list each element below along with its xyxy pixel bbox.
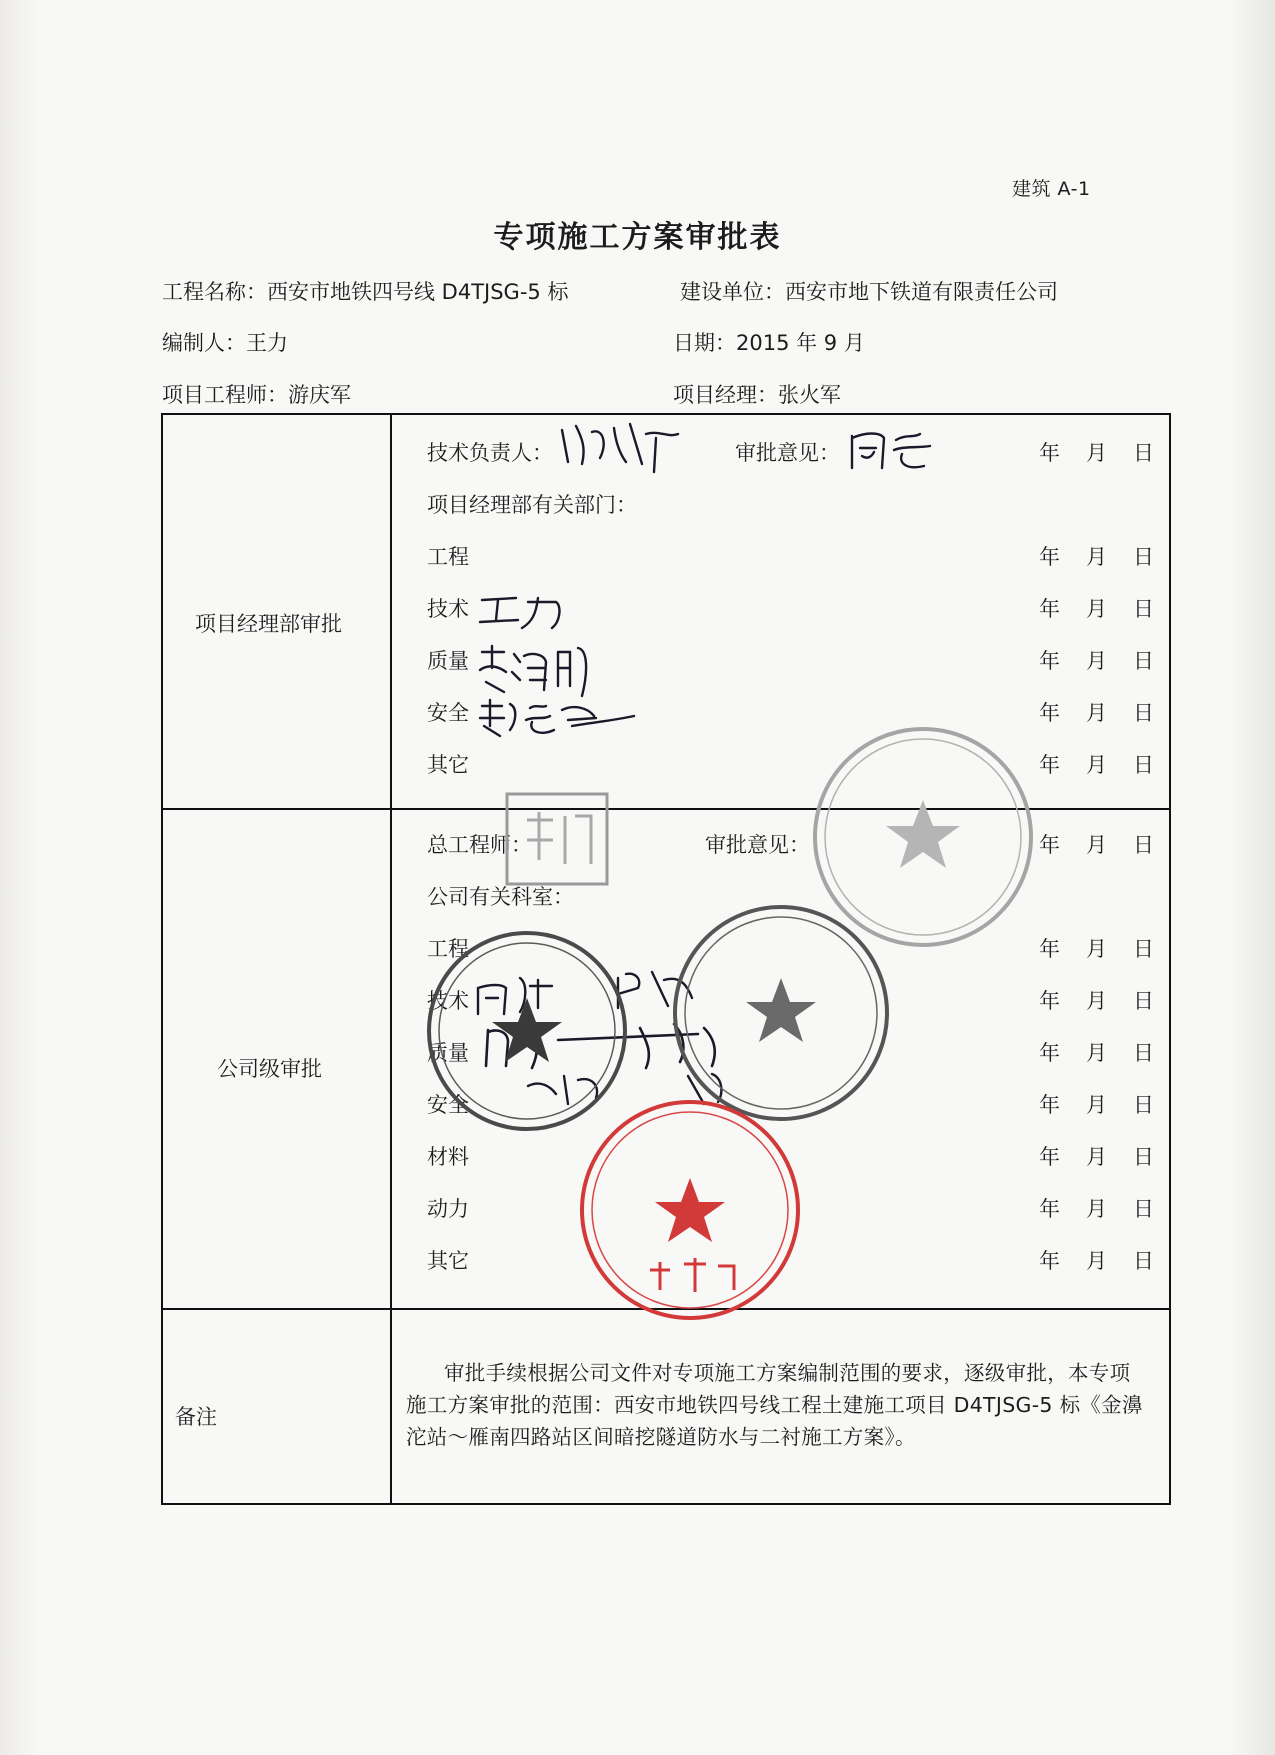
date-mark: 年 月 日 xyxy=(1039,1093,1154,1117)
project-name-field xyxy=(162,276,568,306)
date-mark: 年 月 日 xyxy=(1039,441,1154,465)
date-mark: 年 月 日 xyxy=(1039,753,1154,777)
company-opinion-label: 审批意见： xyxy=(705,833,810,857)
company-row-safety: 安全 xyxy=(427,1093,469,1117)
remarks-label: 备注 xyxy=(175,1405,217,1429)
chief-engineer-label: 总工程师： xyxy=(427,833,532,857)
owner-label: 建设单位： xyxy=(680,280,785,304)
date-mark: 年 月 日 xyxy=(1039,1197,1154,1221)
preparer-field xyxy=(162,327,288,357)
project-name-value: 西安市地铁四号线 D4TJSG-5 标 xyxy=(267,280,569,304)
manager-value: 张火军 xyxy=(778,383,841,407)
project-depts-label: 项目经理部有关部门： xyxy=(427,493,637,517)
date-mark: 年 月 日 xyxy=(1039,1145,1154,1169)
date-mark: 年 月 日 xyxy=(1039,597,1154,621)
date-mark: 年 月 日 xyxy=(1039,1041,1154,1065)
project-row-engineering: 工程 xyxy=(427,545,469,569)
project-name-label: 工程名称： xyxy=(162,280,267,304)
personal-seal xyxy=(503,790,613,890)
date-mark: 年 月 日 xyxy=(1039,701,1154,725)
tech-signature xyxy=(476,592,566,632)
column-divider xyxy=(390,415,392,1503)
preparer-label: 编制人： xyxy=(162,331,246,355)
engineer-value: 游庆军 xyxy=(288,383,351,407)
date-mark: 年 月 日 xyxy=(1039,833,1154,857)
quality-signature xyxy=(474,642,594,698)
company-row-quality: 质量 xyxy=(427,1041,469,1065)
project-row-safety: 安全 xyxy=(427,701,469,725)
date-mark: 年 月 日 xyxy=(1039,649,1154,673)
preparer-value: 王力 xyxy=(246,331,288,355)
company-row-other: 其它 xyxy=(427,1249,469,1273)
project-opinion-signature xyxy=(846,424,936,474)
date-field xyxy=(673,327,865,357)
project-row-quality: 质量 xyxy=(427,649,469,673)
safety-signature xyxy=(476,696,636,744)
company-row-engineering: 工程 xyxy=(427,937,469,961)
tech-lead-label: 技术负责人： xyxy=(427,441,553,465)
tech-lead-signature xyxy=(556,418,686,474)
engineer-field xyxy=(162,379,351,409)
date-mark: 年 月 日 xyxy=(1039,1249,1154,1273)
company-depts-label: 公司有关科室： xyxy=(427,885,574,909)
form-code: 建筑 A-1 xyxy=(1012,178,1091,200)
company-row-tech: 技术 xyxy=(427,989,469,1013)
red-round-stamp xyxy=(574,1094,806,1326)
owner-field xyxy=(680,276,1058,306)
project-row-tech: 技术 xyxy=(427,597,469,621)
company-approval-label: 公司级审批 xyxy=(217,1057,322,1081)
engineer-label: 项目工程师： xyxy=(162,383,288,407)
date-mark: 年 月 日 xyxy=(1039,545,1154,569)
project-row-other: 其它 xyxy=(427,753,469,777)
owner-value: 西安市地下铁道有限责任公司 xyxy=(785,280,1058,304)
form-title: 专项施工方案审批表 xyxy=(493,220,782,255)
date-mark: 年 月 日 xyxy=(1039,937,1154,961)
project-opinion-label: 审批意见： xyxy=(735,441,840,465)
project-approval-label: 项目经理部审批 xyxy=(195,612,342,636)
date-mark: 年 月 日 xyxy=(1039,989,1154,1013)
remarks-text: 审批手续根据公司文件对专项施工方案编制范围的要求，逐级审批，本专项施工方案审批的范围：西安市地铁四号线工程土建施工项目 D4TJSG-5 标《金濞沱站～雁南四路站区间暗挖隧道防水与二衬施工方案》。 xyxy=(406,1361,1143,1449)
date-label: 日期： xyxy=(673,331,736,355)
company-row-power: 动力 xyxy=(427,1197,469,1221)
manager-field xyxy=(673,379,841,409)
manager-label: 项目经理： xyxy=(673,383,778,407)
company-row-material: 材料 xyxy=(427,1145,469,1169)
date-value: 2015 年 9 月 xyxy=(736,331,865,355)
